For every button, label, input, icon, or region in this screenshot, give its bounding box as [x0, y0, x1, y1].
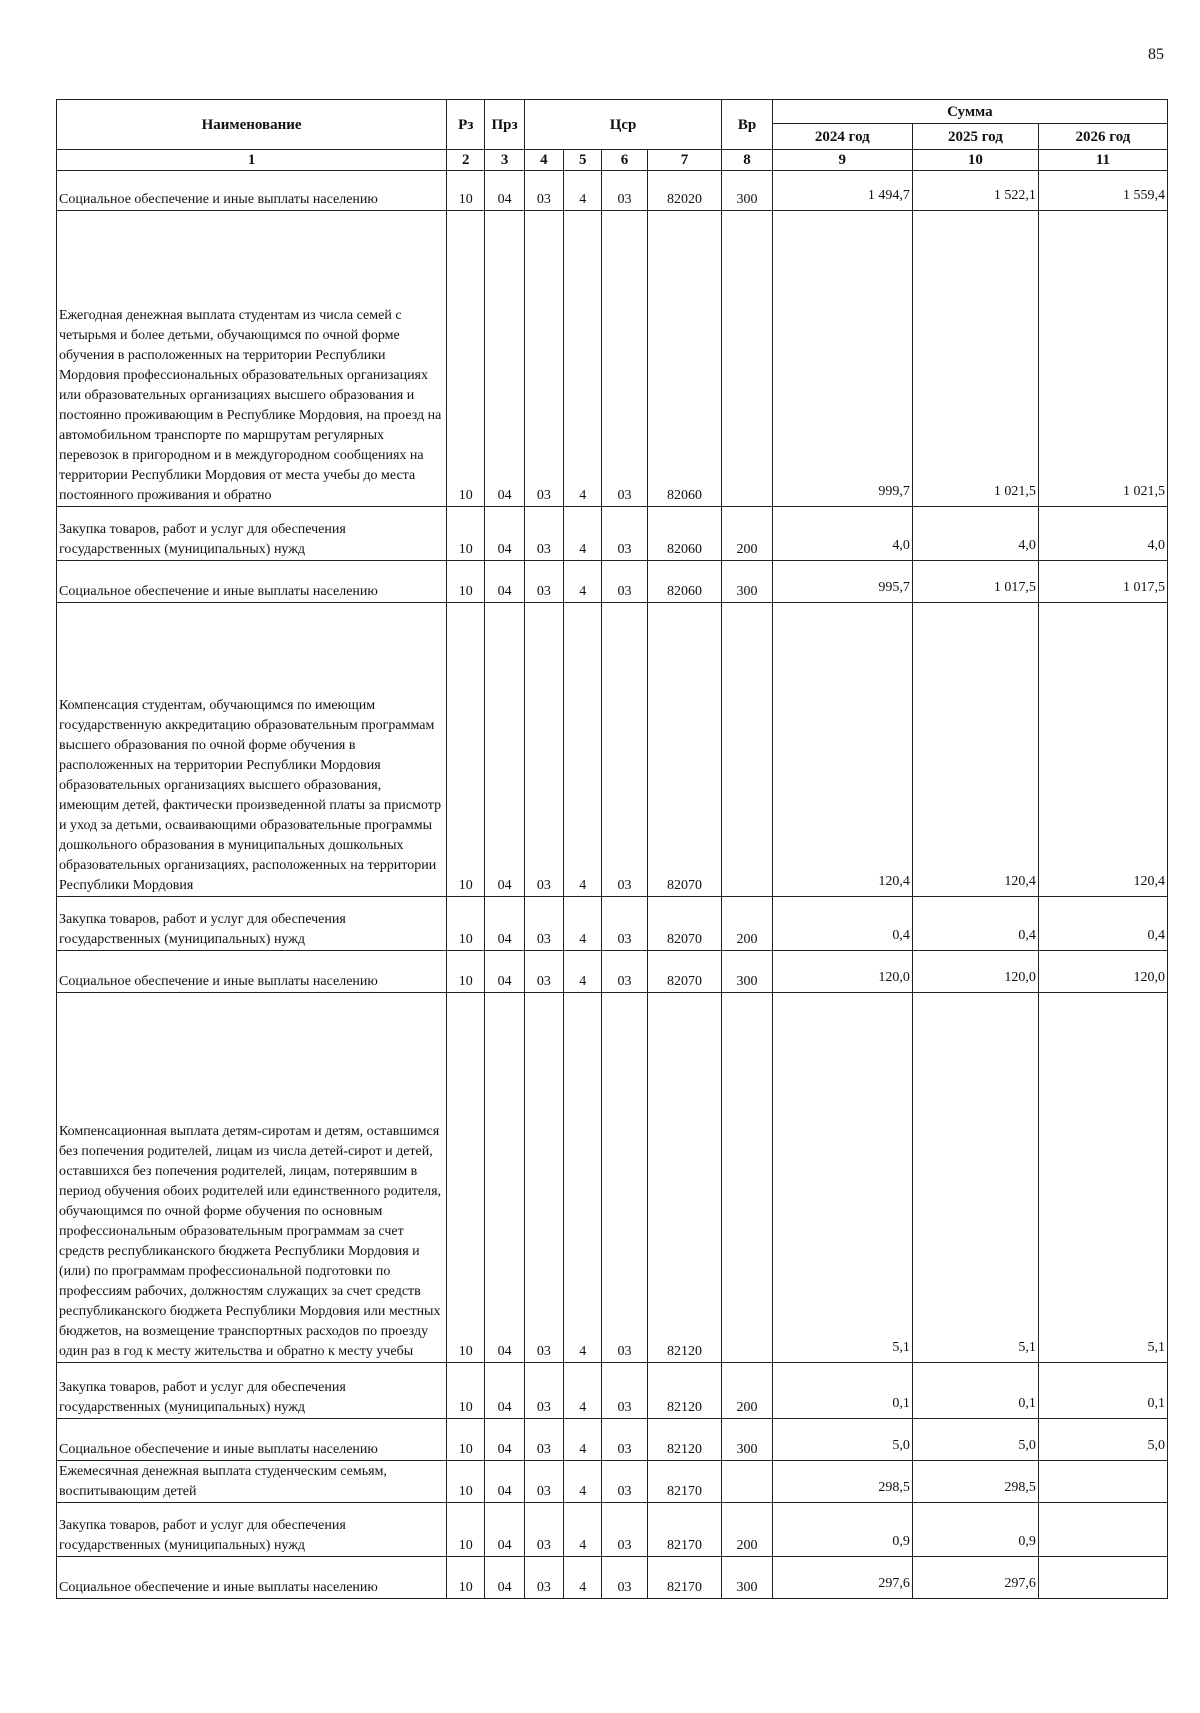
- budget-table: [56, 99, 1168, 1599]
- table-row: [57, 1503, 1168, 1557]
- row-csr-2: 4: [564, 993, 602, 1363]
- row-amount-2026-value: 120,0: [1133, 970, 1165, 985]
- row-name: Закупка товаров, работ и услуг для обеспечения государственных (муниципальных) нужд: [57, 1363, 447, 1419]
- row-amount-2024: [772, 211, 912, 507]
- row-name: Компенсационная выплата детям-сиротам и детям, оставшимся без попечения родителей, лицам из числа детей-сирот и детей, оставшихся без попечения родителей, лицам, потерявшим в период обучения обоих родителей или единственного родителя, обучающимся по очной форме обучения по основным профессиональным образовательным программам за счет средств республиканского бюджета Республики Мордовия и (или) по программам профессиональной подготовки по профессиям рабочих, должностям служащих за счет средств республиканского бюджета Республики Мордовия или местных бюджетов, на возмещение транспортных расходов по проезду один раз в год к месту жительства и обратно к месту учебы: [57, 993, 447, 1363]
- row-csr-1: 03: [524, 1503, 563, 1557]
- row-vr: 300: [722, 1419, 772, 1461]
- row-csr-3: 03: [602, 603, 647, 897]
- row-vr: [722, 993, 772, 1363]
- row-rz: 10: [447, 1503, 485, 1557]
- row-amount-2026: [1038, 1503, 1167, 1557]
- table-row: [57, 603, 1168, 897]
- row-prz: 04: [485, 1363, 524, 1419]
- row-prz: 04: [485, 993, 524, 1363]
- row-csr-4: 82060: [647, 507, 722, 561]
- row-amount-2025-value: 297,6: [1004, 1576, 1036, 1591]
- row-csr-3: 03: [602, 1557, 647, 1599]
- column-number: 3: [485, 150, 524, 171]
- row-amount-2025-value: 1 021,5: [993, 484, 1036, 499]
- row-amount-2026: [1038, 1461, 1167, 1503]
- row-csr-1: 03: [524, 993, 563, 1363]
- row-csr-2: 4: [564, 561, 602, 603]
- row-rz: 10: [447, 1419, 485, 1461]
- row-amount-2025-value: 120,0: [1004, 970, 1036, 985]
- row-amount-2026-value: 5,1: [1147, 1340, 1165, 1355]
- header-vr: Вр: [722, 100, 772, 150]
- row-prz: 04: [485, 561, 524, 603]
- row-rz: 10: [447, 1557, 485, 1599]
- row-amount-2024: [772, 897, 912, 951]
- row-csr-4: 82060: [647, 211, 722, 507]
- row-vr: 200: [722, 897, 772, 951]
- row-csr-4: 82120: [647, 1419, 722, 1461]
- row-name: Социальное обеспечение и иные выплаты населению: [57, 1557, 447, 1599]
- row-rz: 10: [447, 561, 485, 603]
- row-amount-2024: [772, 171, 912, 211]
- row-rz: 10: [447, 1363, 485, 1419]
- row-amount-2024-value: 298,5: [878, 1480, 910, 1495]
- row-amount-2026-value: 120,4: [1133, 874, 1165, 889]
- row-csr-4: 82070: [647, 603, 722, 897]
- table-body: [57, 171, 1168, 1599]
- row-csr-1: 03: [524, 211, 563, 507]
- row-csr-1: 03: [524, 603, 563, 897]
- row-vr: 200: [722, 1363, 772, 1419]
- row-csr-2: 4: [564, 1461, 602, 1503]
- row-vr: [722, 603, 772, 897]
- row-csr-3: 03: [602, 507, 647, 561]
- row-amount-2025: [912, 1557, 1038, 1599]
- row-vr: 300: [722, 171, 772, 211]
- row-rz: 10: [447, 603, 485, 897]
- row-name: Закупка товаров, работ и услуг для обеспечения государственных (муниципальных) нужд: [57, 1503, 447, 1557]
- column-number: 5: [564, 150, 602, 171]
- row-csr-1: 03: [524, 951, 563, 993]
- row-amount-2024: [772, 603, 912, 897]
- row-amount-2024-value: 120,4: [878, 874, 910, 889]
- row-amount-2024-value: 995,7: [878, 580, 910, 595]
- table-row: [57, 1363, 1168, 1419]
- row-amount-2025-value: 5,1: [1018, 1340, 1036, 1355]
- row-amount-2025: [912, 171, 1038, 211]
- row-csr-1: 03: [524, 1363, 563, 1419]
- row-vr: 300: [722, 951, 772, 993]
- row-amount-2026: [1038, 171, 1167, 211]
- row-amount-2024-value: 0,1: [892, 1396, 910, 1411]
- row-amount-2025-value: 298,5: [1004, 1480, 1036, 1495]
- row-csr-1: 03: [524, 561, 563, 603]
- row-prz: 04: [485, 171, 524, 211]
- row-name: Социальное обеспечение и иные выплаты населению: [57, 171, 447, 211]
- row-amount-2024: [772, 561, 912, 603]
- row-amount-2025: [912, 1503, 1038, 1557]
- row-csr-2: 4: [564, 603, 602, 897]
- row-rz: 10: [447, 897, 485, 951]
- table-row: [57, 951, 1168, 993]
- row-amount-2024-value: 5,1: [892, 1340, 910, 1355]
- row-csr-1: 03: [524, 171, 563, 211]
- row-csr-2: 4: [564, 897, 602, 951]
- row-amount-2025-value: 0,1: [1018, 1396, 1036, 1411]
- row-name: Социальное обеспечение и иные выплаты населению: [57, 951, 447, 993]
- row-prz: 04: [485, 1503, 524, 1557]
- table-row: [57, 1557, 1168, 1599]
- row-csr-4: 82170: [647, 1557, 722, 1599]
- table-row: [57, 993, 1168, 1363]
- row-csr-1: 03: [524, 1419, 563, 1461]
- row-rz: 10: [447, 951, 485, 993]
- row-csr-3: 03: [602, 897, 647, 951]
- row-csr-2: 4: [564, 211, 602, 507]
- row-amount-2024-value: 0,9: [892, 1534, 910, 1549]
- row-rz: 10: [447, 993, 485, 1363]
- table-row: [57, 897, 1168, 951]
- row-csr-2: 4: [564, 507, 602, 561]
- row-csr-4: 82020: [647, 171, 722, 211]
- header-sum: Сумма: [772, 100, 1167, 124]
- row-amount-2024: [772, 1419, 912, 1461]
- row-csr-2: 4: [564, 1363, 602, 1419]
- row-name: Ежемесячная денежная выплата студенческим семьям, воспитывающим детей: [57, 1461, 447, 1503]
- row-name: Социальное обеспечение и иные выплаты населению: [57, 1419, 447, 1461]
- row-amount-2026: [1038, 951, 1167, 993]
- header-year-2025: 2025 год: [912, 124, 1038, 150]
- row-amount-2025: [912, 603, 1038, 897]
- row-amount-2025: [912, 507, 1038, 561]
- row-name: Компенсация студентам, обучающимся по имеющим государственную аккредитацию образовательным программам высшего образования по очной форме обучения в расположенных на территории Республики Мордовия образовательных организациях высшего образования, имеющим детей, фактически произведенной платы за присмотр и уход за детьми, осваивающими образовательные программы дошкольного образования в муниципальных дошкольных образовательных организациях, расположенных на территории Республики Мордовия: [57, 603, 447, 897]
- row-amount-2024: [772, 951, 912, 993]
- row-amount-2025: [912, 211, 1038, 507]
- row-csr-4: 82120: [647, 1363, 722, 1419]
- row-amount-2024: [772, 1557, 912, 1599]
- row-amount-2026-value: 5,0: [1147, 1438, 1165, 1453]
- row-csr-1: 03: [524, 1557, 563, 1599]
- row-amount-2026: [1038, 507, 1167, 561]
- column-number: 8: [722, 150, 772, 171]
- row-csr-4: 82060: [647, 561, 722, 603]
- column-number: 1: [57, 150, 447, 171]
- row-amount-2026-value: 1 021,5: [1123, 484, 1165, 499]
- row-amount-2025: [912, 897, 1038, 951]
- row-prz: 04: [485, 1557, 524, 1599]
- row-amount-2024-value: 1 494,7: [867, 188, 910, 203]
- row-prz: 04: [485, 897, 524, 951]
- row-csr-1: 03: [524, 897, 563, 951]
- row-amount-2026: [1038, 603, 1167, 897]
- row-amount-2025: [912, 561, 1038, 603]
- row-amount-2025: [912, 1363, 1038, 1419]
- row-vr: 200: [722, 507, 772, 561]
- page-number: 85: [1148, 46, 1164, 63]
- row-csr-2: 4: [564, 951, 602, 993]
- row-csr-4: 82170: [647, 1503, 722, 1557]
- row-csr-3: 03: [602, 211, 647, 507]
- row-csr-3: 03: [602, 1363, 647, 1419]
- header-csr: Цср: [524, 100, 722, 150]
- row-amount-2025-value: 0,9: [1018, 1534, 1036, 1549]
- row-amount-2026: [1038, 561, 1167, 603]
- column-number: 7: [647, 150, 722, 171]
- row-prz: 04: [485, 603, 524, 897]
- table-row: [57, 1419, 1168, 1461]
- row-amount-2024-value: 297,6: [878, 1576, 910, 1591]
- row-amount-2025: [912, 1419, 1038, 1461]
- row-amount-2026-value: 4,0: [1147, 538, 1165, 553]
- row-amount-2024-value: 5,0: [892, 1438, 910, 1453]
- row-amount-2025-value: 0,4: [1018, 928, 1036, 943]
- row-amount-2025: [912, 1461, 1038, 1503]
- row-amount-2024-value: 120,0: [878, 970, 910, 985]
- row-csr-4: 82170: [647, 1461, 722, 1503]
- row-amount-2025-value: 1 522,1: [993, 188, 1036, 203]
- row-csr-2: 4: [564, 1503, 602, 1557]
- row-amount-2025: [912, 951, 1038, 993]
- row-vr: 300: [722, 1557, 772, 1599]
- row-rz: 10: [447, 211, 485, 507]
- row-csr-3: 03: [602, 1419, 647, 1461]
- row-amount-2025-value: 4,0: [1018, 538, 1036, 553]
- row-amount-2026: [1038, 1419, 1167, 1461]
- row-amount-2025-value: 5,0: [1018, 1438, 1036, 1453]
- column-number: 4: [524, 150, 563, 171]
- row-vr: [722, 211, 772, 507]
- column-number: 6: [602, 150, 647, 171]
- row-csr-4: 82070: [647, 951, 722, 993]
- row-csr-3: 03: [602, 1461, 647, 1503]
- table-row: [57, 171, 1168, 211]
- row-csr-3: 03: [602, 1503, 647, 1557]
- row-amount-2024-value: 4,0: [892, 538, 910, 553]
- row-amount-2024-value: 999,7: [878, 484, 910, 499]
- table-row: [57, 211, 1168, 507]
- row-amount-2025-value: 120,4: [1004, 874, 1036, 889]
- row-amount-2026: [1038, 993, 1167, 1363]
- table-row: [57, 507, 1168, 561]
- row-prz: 04: [485, 1419, 524, 1461]
- row-amount-2024: [772, 507, 912, 561]
- row-amount-2024: [772, 993, 912, 1363]
- row-csr-2: 4: [564, 171, 602, 211]
- row-vr: 300: [722, 561, 772, 603]
- row-amount-2025-value: 1 017,5: [993, 580, 1036, 595]
- row-rz: 10: [447, 507, 485, 561]
- row-csr-1: 03: [524, 507, 563, 561]
- row-rz: 10: [447, 1461, 485, 1503]
- row-amount-2026-value: 0,4: [1147, 928, 1165, 943]
- row-amount-2026-value: 1 559,4: [1123, 188, 1165, 203]
- row-amount-2024: [772, 1461, 912, 1503]
- row-name: Социальное обеспечение и иные выплаты населению: [57, 561, 447, 603]
- row-vr: [722, 1461, 772, 1503]
- row-csr-1: 03: [524, 1461, 563, 1503]
- row-prz: 04: [485, 1461, 524, 1503]
- row-csr-3: 03: [602, 171, 647, 211]
- column-number: 9: [772, 150, 912, 171]
- header-prz: Прз: [485, 100, 524, 150]
- column-number: 11: [1038, 150, 1167, 171]
- header-year-2026: 2026 год: [1038, 124, 1167, 150]
- column-number: 10: [912, 150, 1038, 171]
- row-amount-2024-value: 0,4: [892, 928, 910, 943]
- row-csr-2: 4: [564, 1557, 602, 1599]
- column-number-row: [57, 150, 1168, 171]
- table-row: [57, 561, 1168, 603]
- row-amount-2026: [1038, 897, 1167, 951]
- row-name: Закупка товаров, работ и услуг для обеспечения государственных (муниципальных) нужд: [57, 507, 447, 561]
- row-amount-2024: [772, 1503, 912, 1557]
- row-amount-2026-value: 1 017,5: [1123, 580, 1165, 595]
- row-amount-2026: [1038, 211, 1167, 507]
- row-amount-2026: [1038, 1557, 1167, 1599]
- header-rz: Рз: [447, 100, 485, 150]
- row-name: Ежегодная денежная выплата студентам из числа семей с четырьмя и более детьми, обучающимся по очной форме обучения в расположенных на территории Республики Мордовия профессиональных образовательных организациях или образовательных организациях высшего образования и постоянно проживающим в Республике Мордовия, на проезд на автомобильном транспорте по маршрутам регулярных перевозок в пригородном и в междугородном сообщениях на территории Республики Мордовия от места учебы до места постоянного проживания и обратно: [57, 211, 447, 507]
- row-amount-2024: [772, 1363, 912, 1419]
- row-amount-2026: [1038, 1363, 1167, 1419]
- row-csr-4: 82070: [647, 897, 722, 951]
- row-name: Закупка товаров, работ и услуг для обеспечения государственных (муниципальных) нужд: [57, 897, 447, 951]
- row-prz: 04: [485, 951, 524, 993]
- row-amount-2025: [912, 993, 1038, 1363]
- row-csr-2: 4: [564, 1419, 602, 1461]
- row-csr-4: 82120: [647, 993, 722, 1363]
- row-prz: 04: [485, 211, 524, 507]
- row-rz: 10: [447, 171, 485, 211]
- row-csr-3: 03: [602, 561, 647, 603]
- row-prz: 04: [485, 507, 524, 561]
- column-number: 2: [447, 150, 485, 171]
- row-amount-2026-value: 0,1: [1147, 1396, 1165, 1411]
- header-name: Наименование: [57, 100, 447, 150]
- header-year-2024: 2024 год: [772, 124, 912, 150]
- table-row: [57, 1461, 1168, 1503]
- row-csr-3: 03: [602, 993, 647, 1363]
- row-vr: 200: [722, 1503, 772, 1557]
- row-csr-3: 03: [602, 951, 647, 993]
